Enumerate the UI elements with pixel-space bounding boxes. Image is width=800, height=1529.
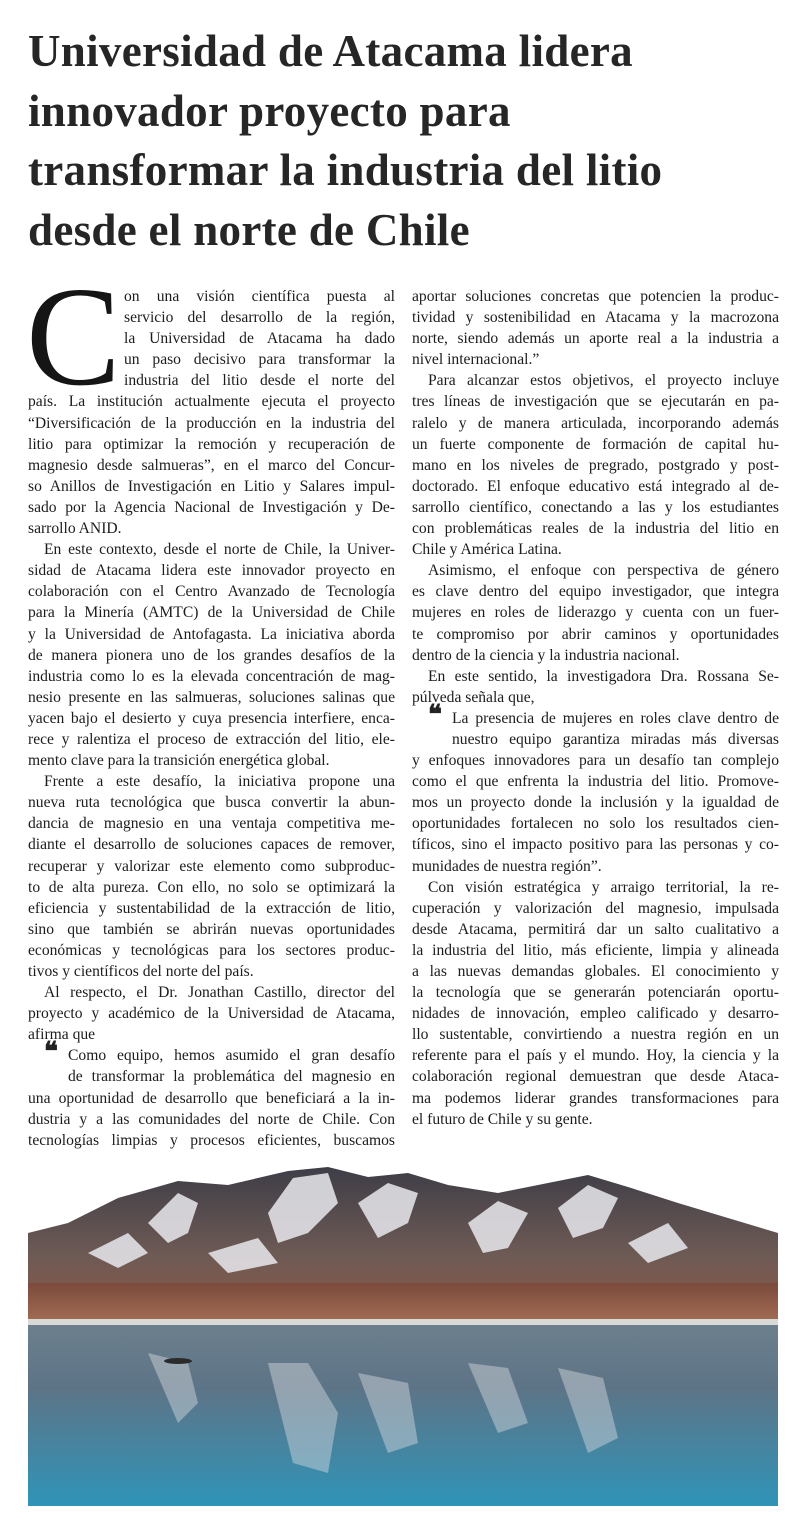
drop-cap: C (26, 257, 121, 415)
text-line (412, 1045, 779, 1066)
text-line (412, 624, 779, 645)
text-line (412, 1088, 779, 1109)
text-line-content: sidad de Atacama lidera este innovador proyecto en (28, 562, 395, 580)
text-line-content: la Universidad de Atacama ha dado (124, 330, 395, 348)
text-line (412, 497, 779, 518)
text-line-content: mento clave para la transición energética global. (28, 752, 330, 770)
text-line-content: tíficos, sino el impacto positivo para las personas y co- (412, 836, 779, 854)
quote-mark-icon: ❝ (44, 1037, 58, 1068)
text-line (412, 370, 779, 391)
text-line (28, 666, 395, 687)
text-line-content: munidades de nuestra región”. (412, 857, 602, 875)
text-line-content: nueva ruta tecnológica que busca convertir la abun- (28, 794, 395, 812)
text-line (412, 391, 779, 412)
text-line (28, 1037, 395, 1068)
text-line-content: “Diversificación de la producción en la industria del (28, 414, 395, 432)
text-line-content: servicio del desarrollo de la región, (124, 309, 395, 327)
text-line-content: dustria y a las comunidades del norte de Chile. Con (28, 1110, 395, 1128)
text-line-content: Asimismo, el enfoque con perspectiva de género (428, 562, 779, 580)
text-line (412, 666, 779, 687)
text-line-content: la tecnología que se generarán potenciarán oportu- (412, 984, 779, 1002)
text-line (28, 455, 395, 476)
text-line-content: de manera pionera uno de los grandes desafíos de la (28, 646, 395, 664)
paragraph (28, 982, 395, 1045)
text-line (28, 518, 395, 539)
paragraph (412, 877, 779, 1130)
pull-quote (28, 1037, 395, 1150)
text-line (28, 434, 395, 455)
column-right (412, 286, 779, 1130)
headline-line: desde el norte de Chile (28, 204, 470, 255)
text-line (412, 1003, 779, 1024)
text-line-content: llo sustentable, convirtiendo a nuestra región en un (412, 1026, 779, 1044)
text-line (28, 961, 395, 982)
headline-line: transformar la industria del litio (28, 145, 663, 195)
text-line (412, 328, 779, 349)
text-line-content: te compromiso por abrir caminos y oportunidades (412, 625, 779, 643)
text-line (412, 286, 779, 307)
text-line-content: La presencia de mujeres en roles clave dentro de (452, 709, 779, 727)
text-line-content: En este sentido, la investigadora Dra. Rossana Se- (428, 667, 779, 685)
text-line (412, 602, 779, 623)
text-line (28, 813, 395, 834)
text-line (412, 560, 779, 581)
text-line (28, 497, 395, 518)
text-line-content: mujeres en roles de liderazgo y cuenta con un fuer- (412, 604, 779, 622)
text-line (412, 856, 779, 877)
text-line (28, 940, 395, 961)
text-line (412, 434, 779, 455)
text-line (412, 813, 779, 834)
text-line-content: afirma que (28, 1026, 96, 1044)
text-line (28, 856, 395, 877)
text-line-content: magnesio desde salmueras”, en el marco del Concur- (28, 456, 395, 474)
text-line-content: la industria del litio, más eficiente, limpia y alineada (412, 941, 779, 959)
text-line-content: proyecto y académico de la Universidad de Atacama, (28, 1005, 395, 1023)
text-line-content: Frente a este desafío, la iniciativa propone una (44, 773, 395, 791)
text-line-content: nidades de innovación, empleo calificado y desarro- (412, 1005, 779, 1023)
paragraph (412, 370, 779, 560)
text-line (412, 898, 779, 919)
paragraph (412, 286, 779, 370)
headline (28, 22, 788, 260)
text-line-content: Al respecto, el Dr. Jonathan Castillo, director del (44, 984, 395, 1002)
text-line (28, 539, 395, 560)
text-line (28, 1109, 395, 1130)
text-line-content: tecnologías limpias y procesos eficientes, buscamos (28, 1131, 395, 1149)
text-line (412, 1024, 779, 1045)
text-line (28, 413, 395, 434)
text-line (412, 919, 779, 940)
text-line-content: En este contexto, desde el norte de Chile, la Univer- (44, 541, 395, 559)
text-line (28, 729, 395, 750)
text-line (28, 581, 395, 602)
text-line-content: Chile y América Latina. (412, 541, 562, 559)
text-line (28, 1024, 395, 1045)
text-line (412, 687, 779, 708)
text-line (412, 961, 779, 982)
text-line-content: diante el desarrollo de soluciones capaces de remover, (28, 836, 395, 854)
text-line (28, 982, 395, 1003)
text-line (28, 1003, 395, 1024)
text-line (412, 729, 779, 750)
text-line-content: cuperación y valorización del magnesio, impulsada (412, 899, 779, 917)
text-line-content: on una visión científica puesta al (124, 288, 395, 305)
paragraph (412, 666, 779, 708)
headline-line: Universidad de Atacama lidera (28, 26, 633, 76)
text-line-content: es clave dentro del equipo investigador, que integra (412, 583, 779, 601)
text-line (412, 307, 779, 328)
text-line (28, 708, 395, 729)
text-line (28, 687, 395, 708)
paragraph (26, 257, 395, 539)
text-line (28, 1066, 395, 1087)
landscape-photo (28, 1163, 778, 1506)
text-line-content: y la Universidad de Antofagasta. La iniciativa aborda (28, 625, 395, 643)
text-line-content: sado por la Agencia Nacional de Investigación y De- (28, 498, 395, 516)
text-line-content: colaboración regional demuestran que desde Ataca- (412, 1068, 779, 1086)
paragraph (412, 560, 779, 665)
text-line-content: económicas y tecnológicas para los sectores produc- (28, 941, 395, 959)
text-line-content: sino que también se abrirán nuevas oportunidades (28, 920, 395, 938)
text-line (412, 476, 779, 497)
text-line-content: norte, siendo además un aporte real a la industria a (412, 330, 779, 348)
text-line (28, 750, 395, 771)
text-line-content: país. La institución actualmente ejecuta el proyecto (28, 393, 395, 411)
text-line-content: sarrollo ANID. (28, 520, 122, 538)
text-line (28, 624, 395, 645)
text-line-content: referente para el país y el mundo. Hoy, la ciencia y la (412, 1047, 779, 1065)
text-line (412, 834, 779, 855)
text-line (412, 455, 779, 476)
text-line-content: nesio presente en las salmueras, soluciones salinas que (28, 688, 395, 706)
text-line-content: dentro de la ciencia y la industria nacional. (412, 646, 680, 664)
text-line-content: oportunidades fortalecen no solo los resultados cien- (412, 815, 779, 833)
text-line-content: un fuerte componente de formación de capital hu- (412, 435, 779, 453)
text-line-content: recuperar y valorizar este elemento como subproduc- (28, 857, 395, 875)
text-line-content: litio para optimizar la remoción y recuperación de (28, 435, 395, 453)
text-line (28, 645, 395, 666)
text-line-content: mano en los niveles de pregrado, postgrado y post- (412, 456, 779, 474)
text-line (412, 877, 779, 898)
text-line-content: y enfoques innovadores para un desafío tan complejo (412, 752, 779, 770)
text-line-content: ralelo y de manera articulada, incorporando además (412, 414, 779, 432)
text-line-content: tivos y científicos del norte del país. (28, 963, 254, 980)
text-line (28, 898, 395, 919)
text-line (412, 940, 779, 961)
text-line (28, 834, 395, 855)
text-line-content: para la Minería (AMTC) de la Universidad de Chile (28, 604, 395, 622)
text-line-content: desde Atacama, permitirá dar un salto cualitativo a (412, 920, 779, 938)
text-line-content: ma podemos liderar grandes transformaciones para (412, 1089, 779, 1107)
text-line (412, 518, 779, 539)
text-line (28, 476, 395, 497)
text-line (412, 645, 779, 666)
pull-quote (412, 699, 779, 877)
text-line-content: como el que enfrenta la industria del litio. Promove- (412, 773, 779, 791)
text-line-content: de transformar la problemática del magnesio en (68, 1068, 395, 1086)
text-line-content: Como equipo, hemos asumido el gran desafío (68, 1047, 395, 1065)
text-line (412, 771, 779, 792)
headline-line: innovador proyecto para (28, 85, 511, 136)
text-line-content: púlveda señala que, (412, 688, 535, 706)
text-line-content: doctorado. El enfoque educativo está integrado al de- (412, 477, 779, 495)
text-line-content: eficiencia y sustentabilidad de la extracción de litio, (28, 899, 395, 917)
text-line-content: nuestro equipo garantiza miradas más diversas (452, 730, 779, 748)
text-line-content: el futuro de Chile y su gente. (412, 1110, 593, 1128)
text-line (412, 1066, 779, 1087)
text-line (28, 1130, 395, 1151)
text-line (28, 602, 395, 623)
text-line (412, 982, 779, 1003)
text-line (28, 560, 395, 581)
text-line-content: yacen bajo el desierto y cuya presencia interfiere, enca- (28, 709, 395, 727)
text-line-content: una oportunidad de desarrollo que beneficiará a la in- (28, 1089, 395, 1107)
text-line-content: mos un proyecto donde la inclusión y la igualdad de (412, 794, 779, 812)
text-line (28, 771, 395, 792)
text-line (28, 919, 395, 940)
text-line-content: sarrollo científico, conectando a las y los estudiantes (412, 498, 779, 516)
text-line-content: aportar soluciones concretas que potencien la produc- (412, 288, 779, 305)
paragraph (28, 771, 395, 982)
text-line (412, 699, 779, 730)
text-line-content: un paso decisivo para transformar la (124, 351, 395, 369)
text-line-content: tividad y sostenibilidad en Atacama y la macrozona (412, 309, 779, 327)
text-line-content: Con visión estratégica y arraigo territorial, la re- (428, 878, 779, 896)
text-line (412, 349, 779, 370)
text-line (412, 792, 779, 813)
text-line (28, 792, 395, 813)
text-line-content: Para alcanzar estos objetivos, el proyecto incluye (428, 372, 779, 390)
text-line (412, 1109, 779, 1130)
text-line-content: so Anillos de Investigación en Litio y Salares impul- (28, 477, 395, 495)
text-line-content: dancia de magnesio en una ventaja competitiva me- (28, 815, 395, 833)
text-line-content: rece y ralentiza el proceso de extracción del litio, ele- (28, 730, 395, 748)
text-line-content: industria como lo es la elevada concentración de mag- (28, 667, 395, 685)
text-line-content: industria del litio desde el norte del (124, 372, 395, 390)
text-line (28, 1088, 395, 1109)
text-line (412, 413, 779, 434)
text-line-content: colaboración con el Centro Avanzado de Tecnología (28, 583, 395, 601)
column-left (26, 257, 395, 1151)
paragraph (28, 539, 395, 771)
text-line-content: nivel internacional.” (412, 351, 540, 369)
text-line-content: tres líneas de investigación que se ejecutarán en pa- (412, 393, 779, 411)
text-line (28, 877, 395, 898)
quote-mark-icon: ❝ (428, 699, 442, 730)
text-line (412, 539, 779, 560)
text-line-content: con problemáticas reales de la industria del litio en (412, 520, 779, 538)
text-line-content: to de alta pureza. Con ello, no solo se optimizará la (28, 878, 395, 896)
text-line (412, 750, 779, 771)
text-line (412, 581, 779, 602)
text-line-content: a las nuevas demandas globales. El conocimiento y (412, 963, 779, 980)
